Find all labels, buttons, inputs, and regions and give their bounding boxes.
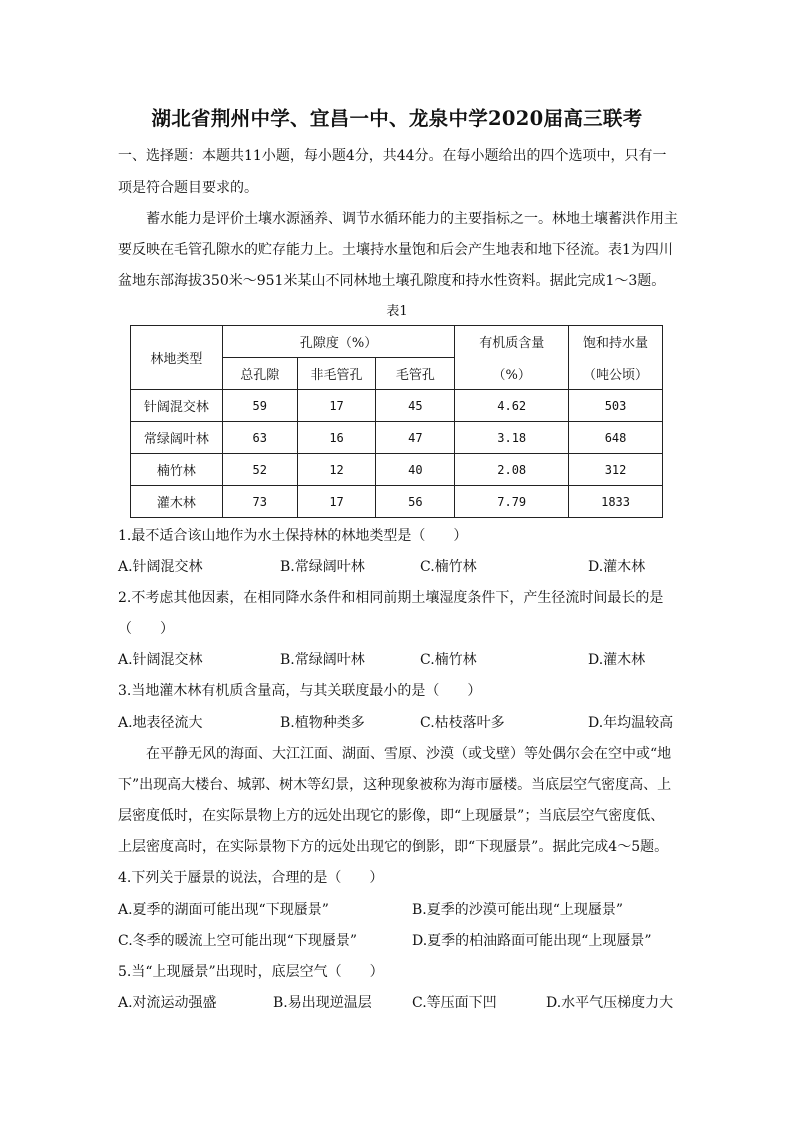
question-5-option-c: C.等压面下凹: [412, 995, 497, 1011]
passage1-line-3: 盆地东部海拔350米～951米某山不同林地土壤孔隙度和持水性资料。据此完成1～3题。: [118, 273, 666, 289]
passage1-line-2: 要反映在毛管孔隙水的贮存能力上。土壤持水量饱和后会产生地表和地下径流。表1为四川: [118, 242, 673, 258]
cell-organic: 2.08: [455, 454, 569, 486]
question-1-option-d: D.灌木林: [588, 559, 646, 575]
question-4-stem: 4.下列关于蜃景的说法，合理的是（ ）: [118, 870, 384, 886]
cell-noncap: 17: [297, 486, 376, 518]
question-3-stem: 3.当地灌木林有机质含量高，与其关联度最小的是（ ）: [118, 683, 482, 699]
cell-water: 312: [569, 454, 663, 486]
table-row: [131, 454, 663, 486]
header-organic-1: 有机质含量: [455, 326, 569, 358]
forest-soil-table: [130, 325, 663, 518]
question-2-stem: 2.不考虑其他因素，在相同降水条件和相同前期土壤湿度条件下，产生径流时间最长的是: [118, 590, 664, 606]
question-2-option-d: D.灌木林: [588, 652, 646, 668]
question-1-option-c: C.楠竹林: [420, 559, 477, 575]
passage2-line-2: 下”出现高大楼台、城郭、树木等幻景，这种现象被称为海市蜃楼。当底层空气密度高、上: [118, 777, 672, 793]
question-2-option-c: C.楠竹林: [420, 652, 477, 668]
cell-forest-type: 针阔混交林: [131, 390, 223, 422]
question-4-option-c: C.冬季的暖流上空可能出现“下现蜃景”: [118, 933, 357, 949]
cell-cap: 45: [376, 390, 455, 422]
cell-noncap: 17: [297, 390, 376, 422]
question-2-stem-cont: （ ）: [118, 621, 174, 637]
cell-total: 59: [222, 390, 297, 422]
passage2-line-1: 在平静无风的海面、大江江面、湖面、雪原、沙漠（或戈壁）等处偶尔会在空中或“地: [146, 746, 672, 762]
header-noncapillary: 非毛管孔: [297, 358, 376, 390]
question-3-option-c: C.枯枝落叶多: [420, 715, 505, 731]
cell-forest-type: 灌木林: [131, 486, 223, 518]
table-row: [131, 390, 663, 422]
question-3-option-b: B.植物种类多: [280, 715, 365, 731]
question-3-option-d: D.年均温较高: [588, 715, 674, 731]
header-porosity: 孔隙度（%）: [222, 326, 455, 358]
exam-title: 湖北省荆州中学、宜昌一中、龙泉中学2020届高三联考: [151, 107, 643, 130]
question-5-option-b: B.易出现逆温层: [273, 995, 372, 1011]
cell-organic: 3.18: [455, 422, 569, 454]
cell-forest-type: 楠竹林: [131, 454, 223, 486]
cell-total: 52: [222, 454, 297, 486]
header-capillary: 毛管孔: [376, 358, 455, 390]
cell-organic: 4.62: [455, 390, 569, 422]
question-1-option-a: A.针阔混交林: [118, 559, 203, 575]
question-4-option-b: B.夏季的沙漠可能出现“上现蜃景”: [412, 902, 624, 918]
cell-water: 503: [569, 390, 663, 422]
passage2-line-4: 上层密度高时，在实际景物下方的远处出现它的倒影，即“下现蜃景”。据此完成4～5题。: [118, 839, 669, 855]
cell-total: 73: [222, 486, 297, 518]
cell-noncap: 16: [297, 422, 376, 454]
question-5-option-a: A.对流运动强盛: [118, 995, 217, 1011]
question-1-option-b: B.常绿阔叶林: [280, 559, 365, 575]
section-instruction-line-1: 一、选择题：本题共11小题，每小题4分，共44分。在每小题给出的四个选项中，只有一: [118, 148, 667, 164]
header-organic-2: （%）: [455, 358, 569, 390]
question-2-option-b: B.常绿阔叶林: [280, 652, 365, 668]
table-row: [131, 422, 663, 454]
table-header-row: [131, 326, 663, 358]
cell-cap: 47: [376, 422, 455, 454]
cell-water: 648: [569, 422, 663, 454]
header-water-1: 饱和持水量: [569, 326, 663, 358]
question-4-option-a: A.夏季的湖面可能出现“下现蜃景”: [118, 902, 329, 918]
cell-cap: 40: [376, 454, 455, 486]
question-3-option-a: A.地表径流大: [118, 715, 203, 731]
cell-forest-type: 常绿阔叶林: [131, 422, 223, 454]
section-instruction-line-2: 项是符合题目要求的。: [118, 180, 258, 196]
passage1-line-1: 蓄水能力是评价土壤水源涵养、调节水循环能力的主要指标之一。林地土壤蓄洪作用主: [146, 211, 678, 227]
cell-cap: 56: [376, 486, 455, 518]
header-water-2: （吨公顷）: [569, 358, 663, 390]
question-1-stem: 1.最不适合该山地作为水土保持林的林地类型是（ ）: [118, 528, 468, 544]
passage2-line-3: 层密度低时，在实际景物上方的远处出现它的影像，即“上现蜃景”；当底层空气密度低、: [118, 808, 665, 824]
question-5-stem: 5.当“上现蜃景”出现时，底层空气（ ）: [118, 964, 384, 980]
cell-water: 1833: [569, 486, 663, 518]
table-caption: 表1: [386, 304, 408, 319]
header-total-porosity: 总孔隙: [222, 358, 297, 390]
cell-noncap: 12: [297, 454, 376, 486]
question-5-option-d: D.水平气压梯度力大: [546, 995, 674, 1011]
cell-organic: 7.79: [455, 486, 569, 518]
question-4-option-d: D.夏季的柏油路面可能出现“上现蜃景”: [412, 933, 652, 949]
question-2-option-a: A.针阔混交林: [118, 652, 203, 668]
header-forest-type: 林地类型: [131, 326, 223, 390]
cell-total: 63: [222, 422, 297, 454]
table-row: [131, 486, 663, 518]
